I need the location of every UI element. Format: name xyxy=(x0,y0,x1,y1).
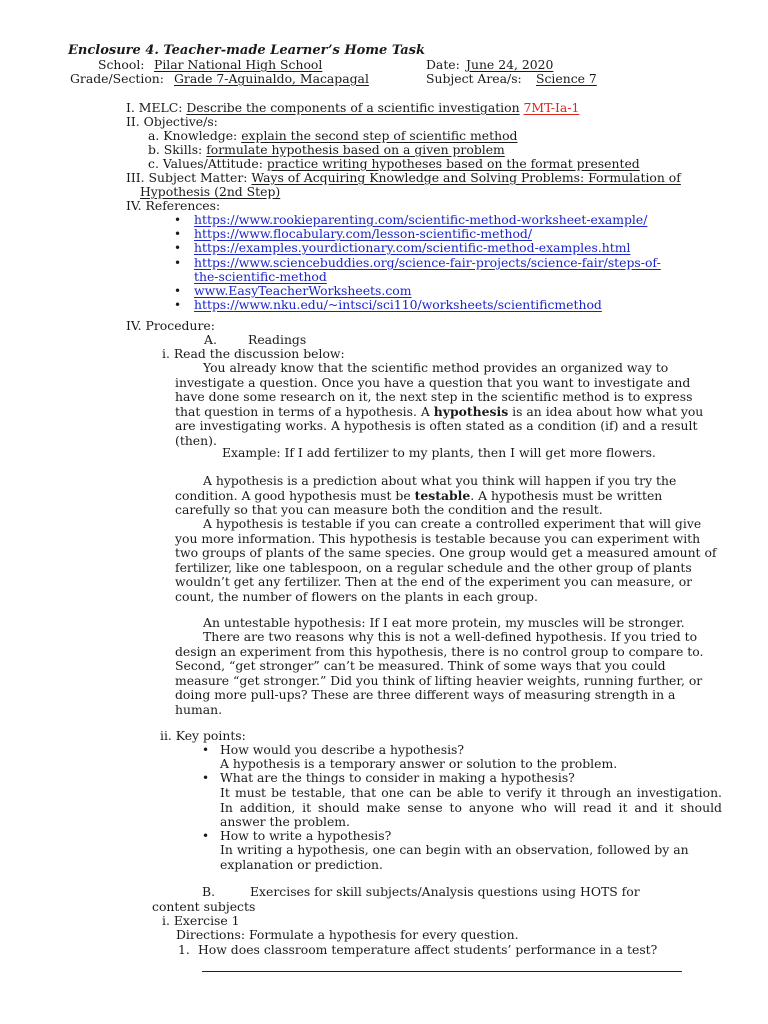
discussion-paragraph-5: There are two reasons why this is not a well-defined hypothesis. If you tried to design an experiment from this hypothesis, there is no control group to compare to. Second, “get stronger” can’t be measured. Think of some ways that you could measure “get stronger.” Did you think of lifting heavier weights, running further, or doing more pull-ups? These are three different ways of measuring strength in a human. xyxy=(175,629,704,717)
exercise-directions: Directions: Formulate a hypothesis for every question. xyxy=(176,927,519,942)
bullet-icon: • xyxy=(202,743,210,757)
bullet-icon: • xyxy=(202,771,210,785)
date-label: Date: xyxy=(426,57,460,72)
bullet-icon: • xyxy=(174,241,182,255)
grade-value: Grade 7-Aguinaldo, Macapagal xyxy=(174,71,369,86)
section-b-title-continued: content subjects xyxy=(152,899,256,914)
bullet-icon: • xyxy=(174,213,182,227)
objectives-label: II. Objective/s: xyxy=(126,114,218,129)
section-a-letter: A. xyxy=(204,332,217,347)
document-title: Enclosure 4. Teacher-made Learner’s Home Task xyxy=(68,43,426,58)
objective-skills: b. Skills: formulate hypothesis based on a given problem xyxy=(148,142,505,157)
reference-link-6[interactable]: https://www.nku.edu/~intsci/sci110/worksheets/scientificmethod xyxy=(194,297,602,312)
section-a-title: Readings xyxy=(248,332,307,347)
exercise-label: i. Exercise 1 xyxy=(162,913,240,928)
melc-label: I. MELC: xyxy=(126,100,183,115)
objective-values: c. Values/Attitude: practice writing hypotheses based on the format presented xyxy=(148,156,640,171)
objective-knowledge: a. Knowledge: explain the second step of scientific method xyxy=(148,128,518,143)
section-b-title: Exercises for skill subjects/Analysis questions using HOTS for xyxy=(250,884,640,899)
melc-text: Describe the components of a scientific investigation xyxy=(186,100,520,115)
subject-matter-line1: III. Subject Matter: Ways of Acquiring Knowledge and Solving Problems: Formulation of xyxy=(126,170,681,185)
key-point-answer-2: It must be testable, that one can be able to verify it through an investigation. In addition, it should make sense to anyone who will read it and it should answer the problem. xyxy=(220,785,722,829)
reference-link-2[interactable]: https://www.flocabulary.com/lesson-scientific-method/ xyxy=(194,226,533,241)
key-point-question-3: How to write a hypothesis? xyxy=(220,828,392,843)
answer-line[interactable] xyxy=(202,971,682,972)
discussion-paragraph-3: A hypothesis is testable if you can create a controlled experiment that will give you more information. This hypothesis is testable because you can experiment with two groups of plants of the same species. One group would get a measured amount of fertilizer, like one tablespoon, on a regular schedule and the other group of plants wouldn’t get any fertilizer. Then at the end of the experiment you can measure, or count, the number of flowers on the plants in each group. xyxy=(175,516,717,604)
subject-matter-line2: Hypothesis (2nd Step) xyxy=(140,184,281,199)
read-discussion-label: i. Read the discussion below: xyxy=(162,346,345,361)
key-points-label: ii. Key points: xyxy=(160,728,246,743)
bullet-icon: • xyxy=(174,298,182,312)
discussion-paragraph-1: You already know that the scientific method provides an organized way to investigate a question. Once you have a question that you want to investigate and have done some research on it, the next step in the scientific method is to express that question in terms of a hypothesis. A hypothesis is an idea about how what you are investigating works. A hypothesis is often stated as a condition (if) and a result (then). xyxy=(175,360,704,448)
bullet-icon: • xyxy=(174,284,182,298)
subject-label: Subject Area/s: xyxy=(426,71,522,86)
key-point-question-1: How would you describe a hypothesis? xyxy=(220,742,465,757)
key-point-answer-1: A hypothesis is a temporary answer or solution to the problem. xyxy=(220,756,618,771)
bullet-icon: • xyxy=(174,227,182,241)
bullet-icon: • xyxy=(174,256,182,270)
reference-link-4[interactable]: https://www.sciencebuddies.org/science-fair-projects/science-fair/steps-of- xyxy=(194,255,661,270)
melc-code: 7MT-Ia-1 xyxy=(523,100,580,115)
key-point-answer-3: In writing a hypothesis, one can begin with an observation, followed by an explanation or prediction. xyxy=(220,842,689,872)
discussion-paragraph-4: An untestable hypothesis: If I eat more protein, my muscles will be stronger. xyxy=(203,615,685,630)
section-b-letter: B. xyxy=(202,884,216,899)
references-label: IV. References: xyxy=(126,198,221,213)
question-number-1: 1. xyxy=(178,942,190,957)
school-label: School: xyxy=(98,57,145,72)
bullet-icon: • xyxy=(202,829,210,843)
subject-value: Science 7 xyxy=(536,71,597,86)
grade-label: Grade/Section: xyxy=(70,71,164,86)
procedure-label: IV. Procedure: xyxy=(126,318,215,333)
key-point-question-2: What are the things to consider in making a hypothesis? xyxy=(220,770,575,785)
reference-link-5[interactable]: www.EasyTeacherWorksheets.com xyxy=(194,283,412,298)
discussion-paragraph-2: A hypothesis is a prediction about what you think will happen if you try the condition. A good hypothesis must be testable. A hypothesis must be written carefully so that you can measure both the condition and the result. xyxy=(175,473,677,517)
date-value: June 24, 2020 xyxy=(466,57,554,72)
school-value: Pilar National High School xyxy=(154,57,323,72)
reference-link-3[interactable]: https://examples.yourdictionary.com/scientific-method-examples.html xyxy=(194,240,631,255)
question-1: How does classroom temperature affect students’ performance in a test? xyxy=(198,942,658,957)
reference-link-4-continued[interactable]: the-scientific-method xyxy=(194,269,327,284)
reference-link-1[interactable]: https://www.rookieparenting.com/scientific-method-worksheet-example/ xyxy=(194,212,648,227)
example-line: Example: If I add fertilizer to my plants, then I will get more flowers. xyxy=(222,445,656,460)
